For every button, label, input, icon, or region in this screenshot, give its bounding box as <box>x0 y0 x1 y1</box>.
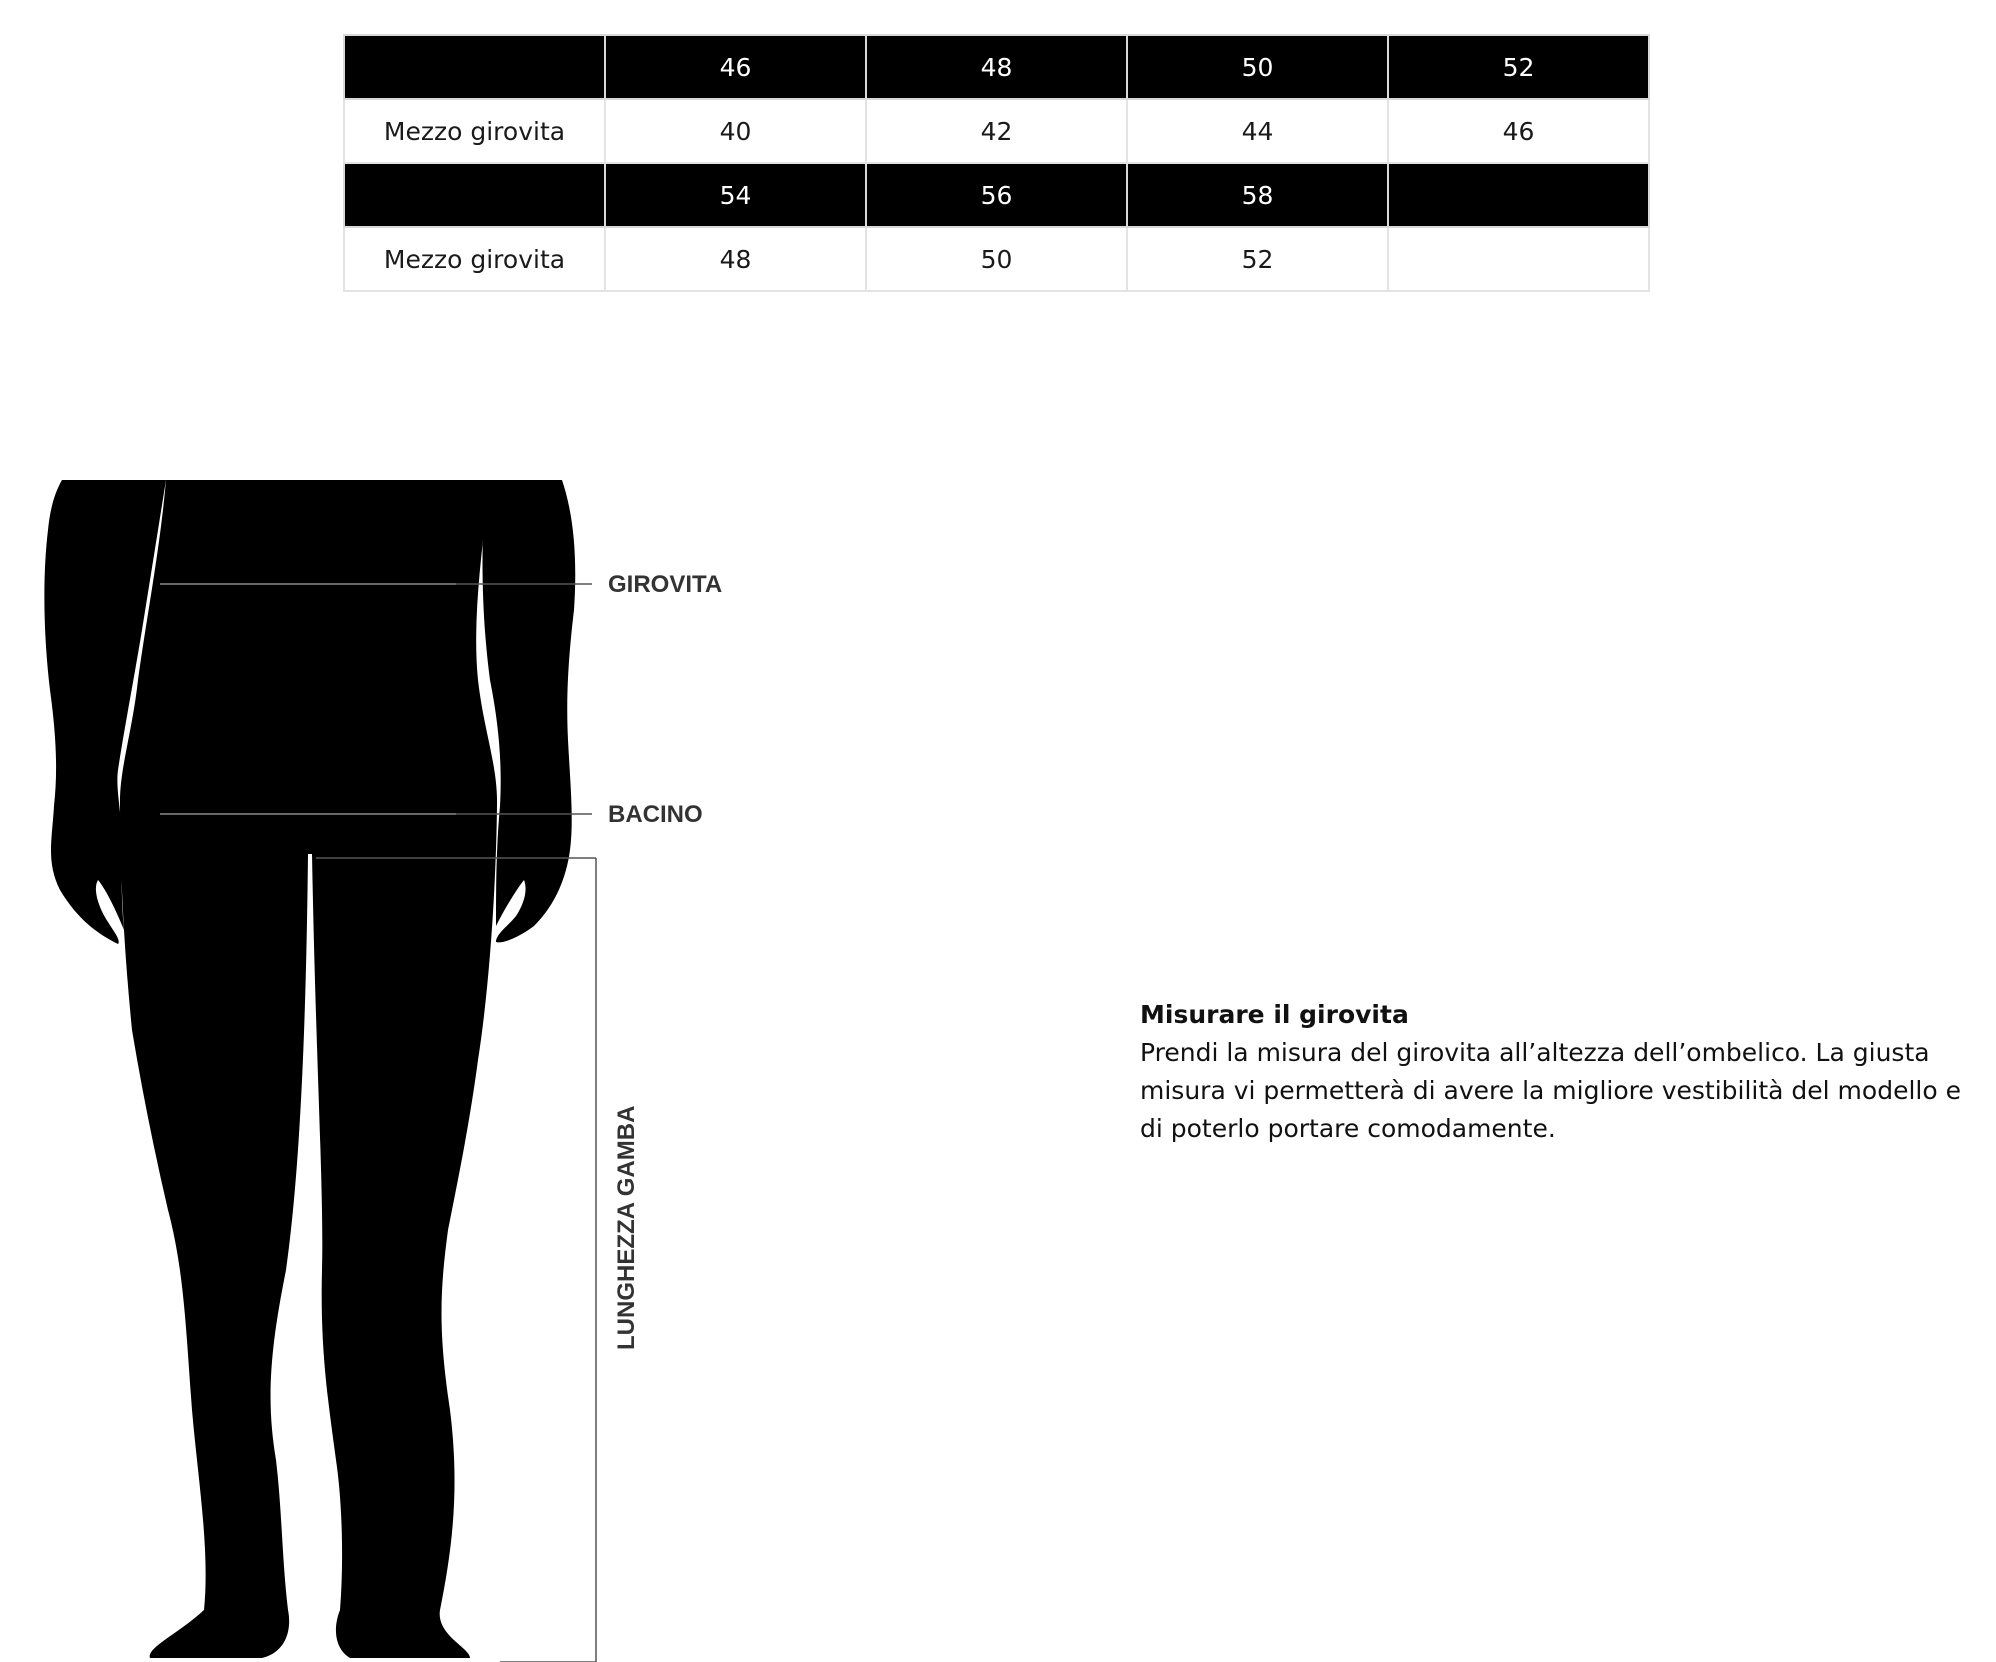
size-cell: 50 <box>1127 35 1388 99</box>
body-silhouette <box>44 480 575 1658</box>
size-header-row <box>344 35 1649 99</box>
measure-description: Prendi la misura del girovita all’altezza dell’ombelico. La giusta misura vi permetterà di avere la migliore vestibilità del modello e di poterlo portare comodamente. <box>1140 1038 1961 1143</box>
leg-length-label: LUNGHEZZA GAMBA <box>613 1105 640 1350</box>
measure-title: Misurare il girovita <box>1140 1000 1409 1029</box>
value-cell <box>1388 227 1649 291</box>
value-cell: 44 <box>1127 99 1388 163</box>
value-cell: 48 <box>605 227 866 291</box>
value-cell: 46 <box>1388 99 1649 163</box>
hips-label: BACINO <box>608 801 703 828</box>
size-cell: 54 <box>605 163 866 227</box>
measure-row <box>344 227 1649 291</box>
value-cell: 40 <box>605 99 866 163</box>
size-cell: 52 <box>1388 35 1649 99</box>
size-cell <box>344 35 605 99</box>
measure-instructions <box>1140 996 1980 1148</box>
waist-label: GIROVITA <box>608 571 723 598</box>
size-cell <box>1388 163 1649 227</box>
value-cell: 50 <box>866 227 1127 291</box>
row-label: Mezzo girovita <box>344 227 605 291</box>
size-cell <box>344 163 605 227</box>
body-silhouette-diagram <box>0 470 760 1662</box>
size-header-row <box>344 163 1649 227</box>
size-cell: 58 <box>1127 163 1388 227</box>
measure-row <box>344 99 1649 163</box>
value-cell: 52 <box>1127 227 1388 291</box>
row-label: Mezzo girovita <box>344 99 605 163</box>
size-cell: 48 <box>866 35 1127 99</box>
value-cell: 42 <box>866 99 1127 163</box>
size-cell: 56 <box>866 163 1127 227</box>
size-table <box>343 34 1650 292</box>
size-cell: 46 <box>605 35 866 99</box>
